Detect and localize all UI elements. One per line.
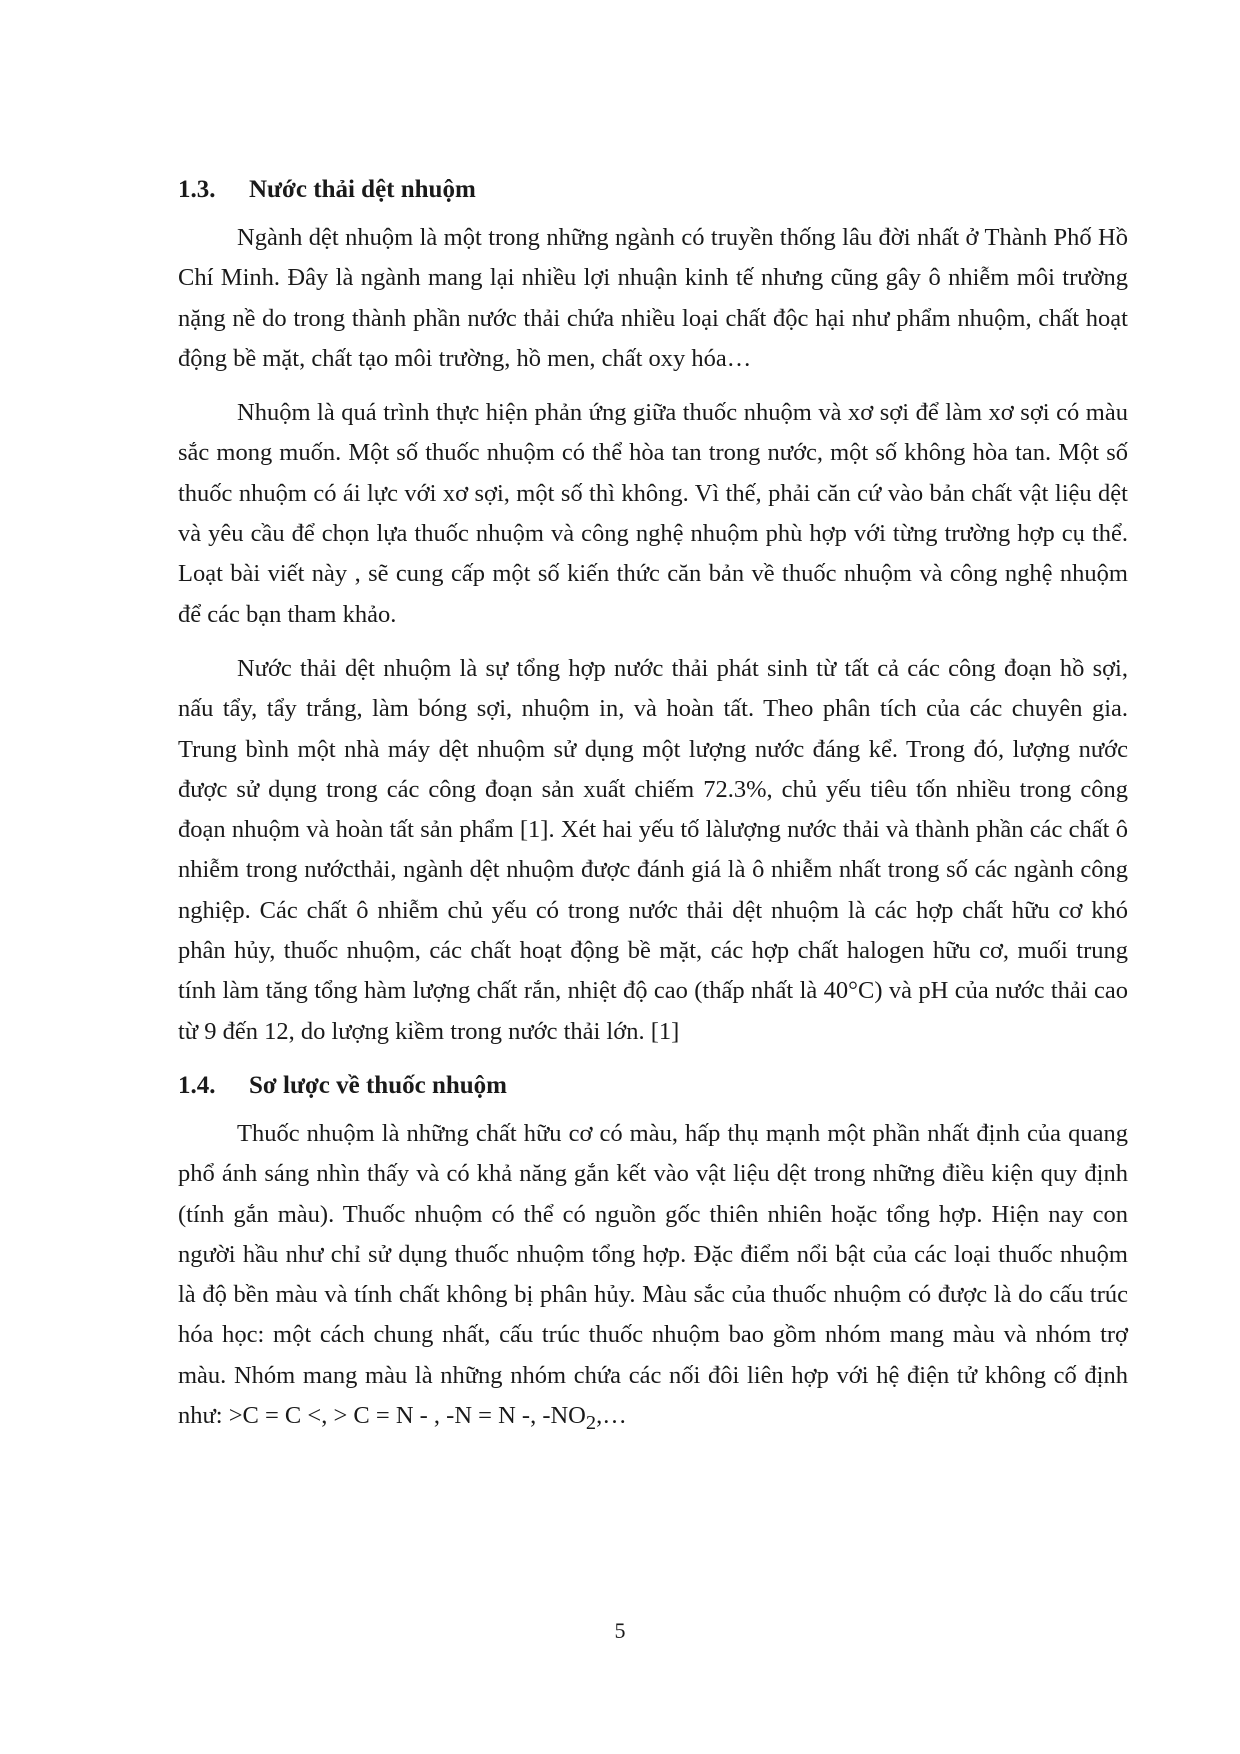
section-heading: [178, 1068, 1128, 1104]
formula-subscript: 2: [585, 1411, 597, 1434]
section-title: Sơ lược về thuốc nhuộm: [249, 1071, 507, 1099]
document-page: [178, 160, 1128, 1457]
paragraph: Ngành dệt nhuộm là một trong những ngành có truyền thống lâu đời nhất ở Thành Phố Hồ Chí Minh. Đây là ngành mang lại nhiều lợi nhuận kinh tế nhưng cũng gây ô nhiễm môi trường nặng nề do trong thành phần nước thải chứa nhiều loại chất độc hại như phẩm nhuộm, chất hoạt động bề mặt, chất tạo môi trường, hồ men, chất oxy hóa…: [178, 224, 1128, 372]
section-number: 1.4.: [178, 1071, 216, 1099]
paragraph: Nhuộm là quá trình thực hiện phản ứng giữa thuốc nhuộm và xơ sợi để làm xơ sợi có màu sắc mong muốn. Một số thuốc nhuộm có thể hòa tan trong nước, một số không hòa tan. Một số thuốc nhuộm có ái lực với xơ sợi, một số thì không. Vì thế, phải căn cứ vào bản chất vật liệu dệt và yêu cầu để chọn lựa thuốc nhuộm và công nghệ nhuộm phù hợp với từng trường hợp cụ thể. Loạt bài viết này , sẽ cung cấp một số kiến thức căn bản về thuốc nhuộm và công nghệ nhuộm để các bạn tham khảo.: [178, 399, 1128, 628]
section-title: Nước thải dệt nhuộm: [249, 176, 476, 203]
paragraph: [178, 1114, 1128, 1443]
section-heading: [178, 172, 1128, 208]
section-number: 1.3.: [178, 176, 216, 203]
paragraph-text: Thuốc nhuộm là những chất hữu cơ có màu, hấp thụ mạnh một phần nhất định của quang phổ ánh sáng nhìn thấy và có khả năng gắn kết vào vật liệu dệt trong những điều kiện quy định (tính gắn màu). Thuốc nhuộm có thể có nguồn gốc thiên nhiên hoặc tổng hợp. Hiện nay con người hầu như chỉ sử dụng thuốc nhuộm tổng hợp. Đặc điểm nổi bật của các loại thuốc nhuộm là độ bền màu và tính chất không bị phân hủy. Màu sắc của thuốc nhuộm có được là do cấu trúc hóa học: một cách chung nhất, cấu trúc thuốc nhuộm bao gồm nhóm mang màu và nhóm trợ màu. Nhóm mang màu là những nhóm chứa các nối đôi liên hợp với hệ điện tử không cố định như: >C = C <, > C = N - , -N = N -, -NO: [178, 1119, 1128, 1430]
formula-tail: ,…: [596, 1402, 627, 1430]
page-number: 5: [614, 1618, 626, 1643]
paragraph: Nước thải dệt nhuộm là sự tổng hợp nước thải phát sinh từ tất cả các công đoạn hồ sợi, nấu tẩy, tẩy trắng, làm bóng sợi, nhuộm in, và hoàn tất. Theo phân tích của các chuyên gia. Trung bình một nhà máy dệt nhuộm sử dụng một lượng nước đáng kể. Trong đó, lượng nước được sử dụng trong các công đoạn sản xuất chiếm 72.3%, chủ yếu tiêu tốn nhiều trong công đoạn nhuộm và hoàn tất sản phẩm [1]. Xét hai yếu tố làlượng nước thải và thành phần các chất ô nhiễm trong nướcthải, ngành dệt nhuộm được đánh giá là ô nhiễm nhất trong số các ngành công nghiệp. Các chất ô nhiễm chủ yếu có trong nước thải dệt nhuộm là các hợp chất hữu cơ khó phân hủy, thuốc nhuộm, các chất hoạt động bề mặt, các hợp chất halogen hữu cơ, muối trung tính làm tăng tổng hàm lượng chất rắn, nhiệt độ cao (thấp nhất là 40°C) và pH của nước thải cao từ 9 đến 12, do lượng kiềm trong nước thải lớn. [1]: [178, 654, 1128, 1045]
